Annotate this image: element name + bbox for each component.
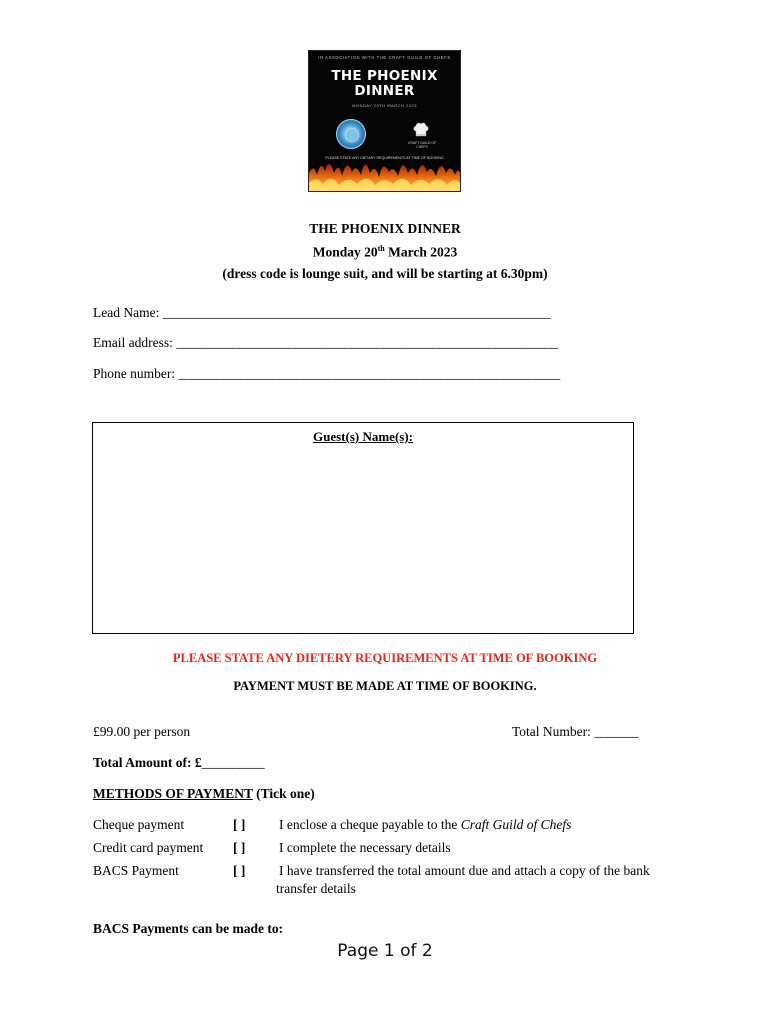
methods-heading xyxy=(93,786,315,802)
poster-title-line2: DINNER xyxy=(354,83,415,99)
email-label: Email address: xyxy=(93,335,177,350)
event-title: THE PHOENIX DINNER xyxy=(309,221,461,236)
phone-field[interactable] xyxy=(93,366,560,382)
payment-notice: PAYMENT MUST BE MADE AT TIME OF BOOKING. xyxy=(233,679,537,693)
total-number-label: Total Number: xyxy=(512,724,595,739)
lead-name-label: Lead Name: xyxy=(93,305,163,320)
total-amount-field[interactable] xyxy=(93,755,264,771)
total-amount-rule[interactable]: __________ xyxy=(201,755,265,770)
methods-heading-suffix: (Tick one) xyxy=(252,786,315,801)
method-desc-cheque-text: I enclose a cheque payable to the xyxy=(279,817,461,832)
event-poster xyxy=(309,51,460,191)
dietary-notice: PLEASE STATE ANY DIETERY REQUIREMENTS AT TIME OF BOOKING xyxy=(172,651,598,665)
guest-heading-colon: : xyxy=(408,429,413,444)
method-checkbox-cheque[interactable]: [ ] xyxy=(233,817,246,832)
methods-heading-text: METHODS OF PAYMENT xyxy=(93,786,253,801)
total-number-rule[interactable]: _______ xyxy=(594,724,639,739)
method-checkbox-bacs[interactable]: [ ] xyxy=(233,863,246,878)
dress-code: (dress code is lounge suit, and will be starting at 6.30pm) xyxy=(222,266,548,281)
phone-label: Phone number: xyxy=(93,366,179,381)
phone-rule[interactable]: _____________________________________________________________ xyxy=(178,366,560,381)
method-desc-cheque xyxy=(279,817,571,833)
poster-hat-caption: CRAFT GUILD OF CHEFS xyxy=(407,141,437,149)
poster-title-line1: THE PHOENIX xyxy=(331,68,438,84)
total-number-field[interactable] xyxy=(512,724,638,740)
guest-names-box[interactable] xyxy=(92,422,634,634)
total-amount-label: Total Amount of: £ xyxy=(93,755,202,770)
method-desc-cheque-payee: Craft Guild of Chefs xyxy=(460,817,572,832)
guest-names-heading xyxy=(93,429,633,445)
lead-name-field[interactable] xyxy=(93,305,550,321)
chef-hat-icon xyxy=(412,121,430,139)
guest-heading-text: Guest(s) Name(s) xyxy=(312,429,409,444)
method-desc-bacs: I have transferred the total amount due and attach a copy of the bank xyxy=(279,863,650,878)
email-rule[interactable]: _____________________________________________________________ xyxy=(176,335,558,350)
event-date-prefix: Monday 20 xyxy=(312,244,378,260)
price-per-person: £99.00 per person xyxy=(93,724,191,739)
event-date-suffix: March 2023 xyxy=(384,244,458,260)
method-checkbox-credit[interactable]: [ ] xyxy=(233,840,246,855)
poster-footer-text: PLEASE STATE ANY DIETARY REQUIREMENTS AT TIME OF BOOKING xyxy=(325,156,444,160)
poster-subtitle: MONDAY 20TH MARCH 2023 xyxy=(352,103,417,108)
guild-seal-icon xyxy=(336,119,366,149)
email-field[interactable] xyxy=(93,335,557,351)
method-desc-credit: I complete the necessary details xyxy=(279,840,451,855)
method-label-credit: Credit card payment xyxy=(93,840,204,855)
lead-name-rule[interactable]: ______________________________________________________________ xyxy=(162,305,551,320)
bacs-heading: BACS Payments can be made to: xyxy=(93,921,284,936)
poster-title xyxy=(309,69,460,99)
event-date-sup: th xyxy=(377,244,385,253)
poster-top-text: IN ASSOCIATION WITH THE CRAFT GUILD OF CHEFS xyxy=(318,55,451,60)
method-desc-bacs-line2: transfer details xyxy=(276,881,356,896)
method-label-cheque: Cheque payment xyxy=(93,817,185,832)
event-date xyxy=(0,244,770,261)
page-number: Page 1 of 2 xyxy=(337,941,433,961)
method-label-bacs: BACS Payment xyxy=(93,863,179,878)
